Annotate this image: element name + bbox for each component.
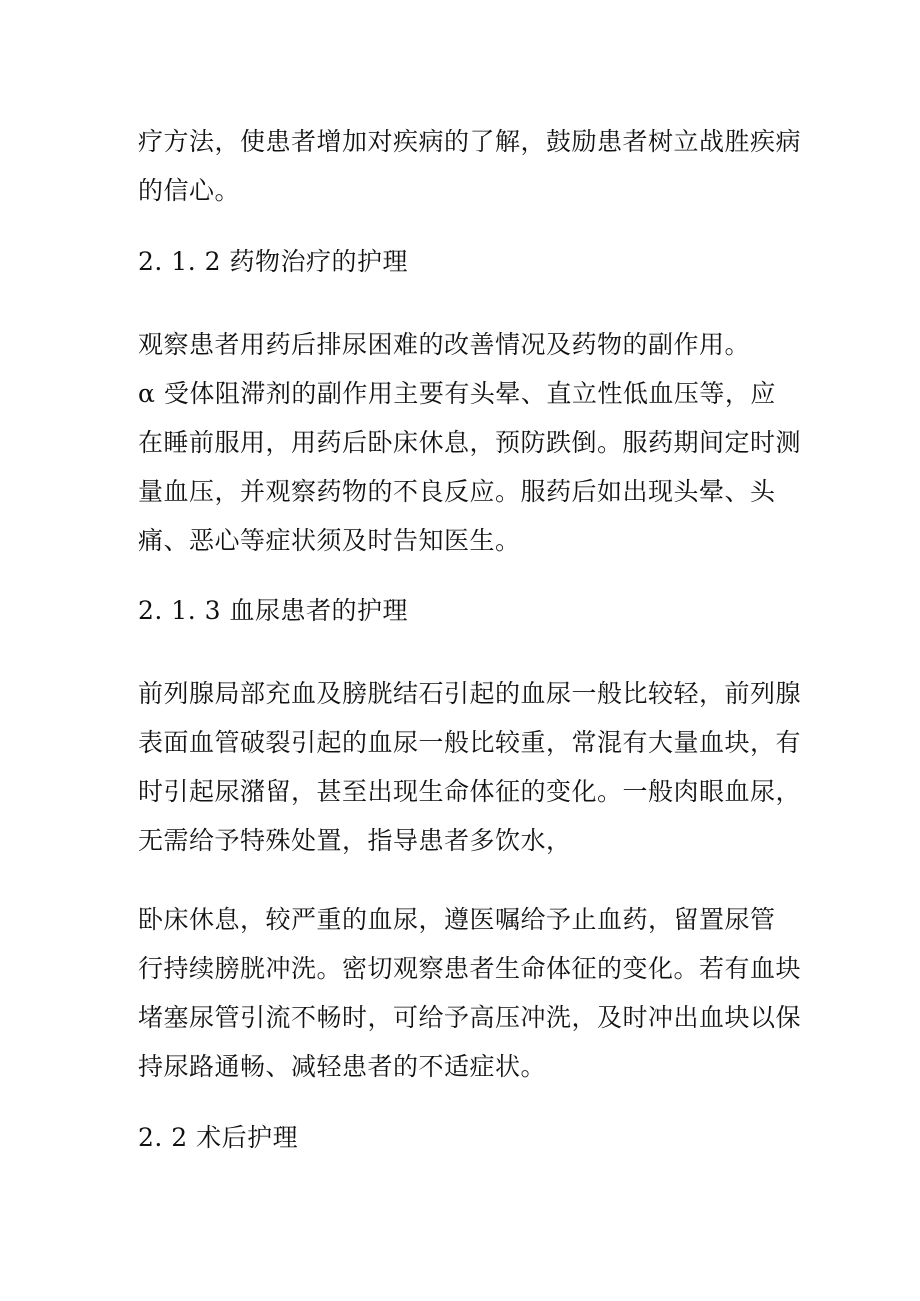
- section-2-1-3-line-7: 堵塞尿管引流不畅时，可给予高压冲洗，及时冲出血块以保: [138, 1003, 802, 1032]
- section-heading-2-1-3: 2. 1. 3 血尿患者的护理: [138, 596, 408, 625]
- section-2-1-3-line-5: 卧床休息，较严重的血尿，遵医嘱给予止血药，留置尿管: [138, 905, 776, 934]
- section-heading-2-1-2: 2. 1. 2 药物治疗的护理: [138, 247, 408, 276]
- section-2-1-3-line-6: 行持续膀胱冲洗。密切观察患者生命体征的变化。若有血块: [138, 954, 802, 983]
- section-2-1-3-line-3: 时引起尿潴留，甚至出现生命体征的变化。一般肉眼血尿，: [138, 777, 802, 806]
- section-2-1-2-line-2: α 受体阻滞剂的副作用主要有头晕、直立性低血压等，应: [138, 379, 776, 408]
- section-2-1-2-line-3: 在睡前服用，用药后卧床休息，预防跌倒。服药期间定时测: [138, 428, 802, 457]
- section-2-1-3-line-8: 持尿路通畅、减轻患者的不适症状。: [138, 1052, 547, 1081]
- intro-line-1: 疗方法，使患者增加对疾病的了解，鼓励患者树立战胜疾病: [138, 127, 802, 156]
- intro-line-2: 的信心。: [138, 176, 241, 205]
- section-2-1-3-line-1: 前列腺局部充血及膀胱结石引起的血尿一般比较轻，前列腺: [138, 679, 802, 708]
- section-heading-2-2: 2. 2 术后护理: [138, 1123, 299, 1152]
- section-2-1-2-line-4: 量血压，并观察药物的不良反应。服药后如出现头晕、头: [138, 477, 776, 506]
- section-2-1-3-line-2: 表面血管破裂引起的血尿一般比较重，常混有大量血块，有: [138, 728, 802, 757]
- section-2-1-2-line-5: 痛、恶心等症状须及时告知医生。: [138, 526, 521, 555]
- section-2-1-2-line-1: 观察患者用药后排尿困难的改善情况及药物的副作用。: [138, 330, 751, 359]
- section-2-1-3-line-4: 无需给予特殊处置，指导患者多饮水，: [138, 826, 572, 855]
